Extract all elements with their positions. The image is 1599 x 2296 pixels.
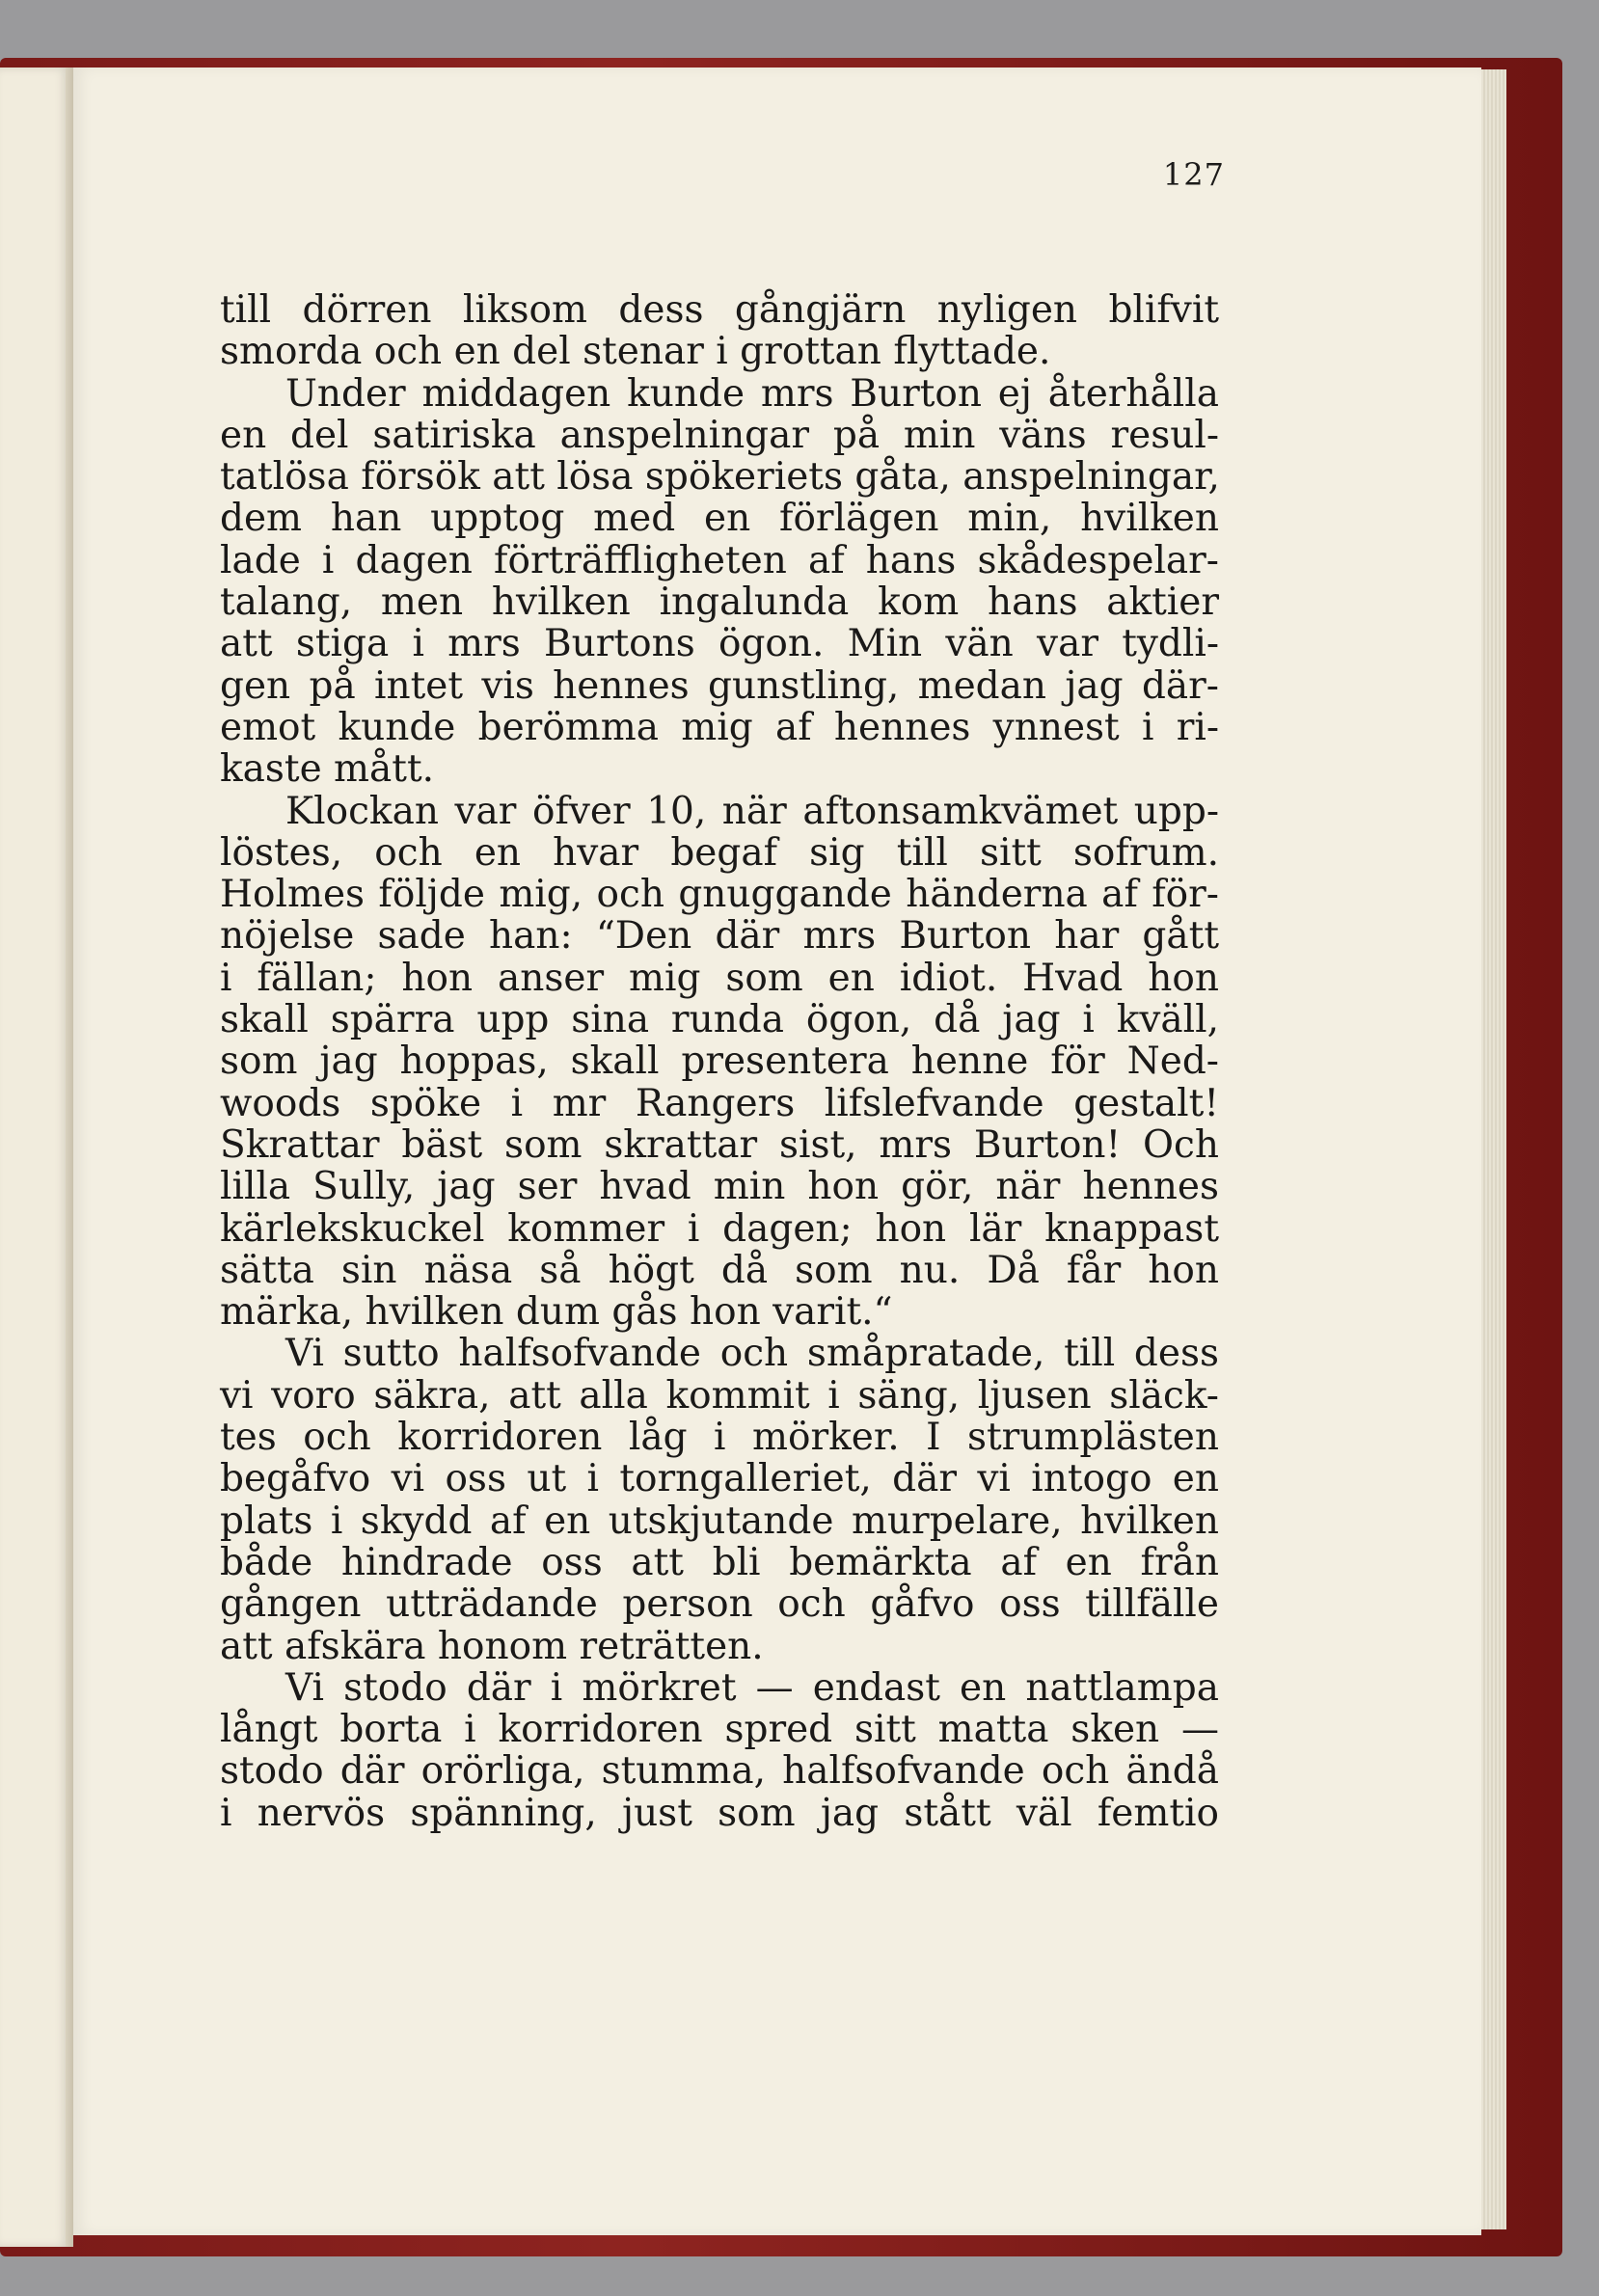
text-line: i fällan; hon anser mig som en idiot. Hvad hon	[220, 956, 1219, 1000]
text-line: Under middagen kunde mrs Burton ej återhålla	[285, 371, 1219, 416]
text-line: lilla Sully, jag ser hvad min hon gör, när hennes	[220, 1165, 1219, 1209]
text-line: gången utträdande person och gåfvo oss tillfälle	[220, 1582, 1219, 1627]
text-line: Skrattar bäst som skrattar sist, mrs Burton! Och	[220, 1122, 1219, 1167]
text-line: tatlösa försök att lösa spökeriets gåta, anspelningar,	[220, 455, 1220, 500]
text-line: stodo där orörliga, stumma, halfsofvande och ändå	[220, 1749, 1219, 1794]
text-line: smorda och en del stenar i grottan flyttade.	[220, 330, 1051, 374]
text-line: emot kunde berömma mig af hennes ynnest i ri-	[220, 705, 1219, 749]
text-line: kärlekskuckel kommer i dagen; hon lär knappast	[220, 1206, 1219, 1251]
text-line: löstes, och en hvar begaf sig till sitt sofrum.	[220, 830, 1219, 875]
text-line: sätta sin näsa så högt då som nu. Då får hon	[220, 1248, 1219, 1292]
text-line: tes och korridoren låg i mörker. I strumplästen	[220, 1416, 1219, 1460]
text-line: som jag hoppas, skall presentera henne för Ned-	[220, 1040, 1219, 1084]
text-line: både hindrade oss att bli bemärkta af en från	[220, 1540, 1219, 1584]
text-line: till dörren liksom dess gångjärn nyligen blifvit	[220, 288, 1219, 332]
text-line: woods spöke i mr Rangers lifslefvande gestalt!	[220, 1081, 1219, 1125]
page-edges	[1477, 69, 1506, 2229]
text-line: Klockan var öfver 10, när aftonsamkvämet upp-	[285, 789, 1219, 833]
text-line: Vi sutto halfsofvande och småpratade, till dess	[285, 1332, 1219, 1376]
text-line: dem han upptog med en förlägen min, hvilken	[220, 497, 1219, 541]
text-line: gen på intet vis hennes gunstling, medan jag där-	[220, 663, 1219, 708]
text-line: en del satiriska anspelningar på min väns resul-	[220, 413, 1219, 457]
text-line: att afskära honom reträtten.	[220, 1624, 764, 1668]
text-line: kaste mått.	[220, 747, 435, 792]
text-line: talang, men hvilken ingalunda kom hans aktier	[220, 581, 1219, 625]
body-text	[220, 289, 1219, 1834]
book-gutter	[66, 68, 73, 2247]
text-line: nöjelse sade han: “Den där mrs Burton har gått	[220, 914, 1219, 959]
text-line: skall spärra upp sina runda ögon, då jag i kväll,	[220, 998, 1219, 1042]
text-line: Vi stodo där i mörkret — endast en nattlampa	[285, 1665, 1219, 1710]
text-line: begåfvo vi oss ut i torngalleriet, där vi intogo en	[220, 1457, 1219, 1501]
text-line: Holmes följde mig, och gnuggande händerna af för-	[220, 873, 1219, 917]
text-line: märka, hvilken dum gås hon varit.“	[220, 1290, 893, 1335]
text-line: lade i dagen förträffligheten af hans skådespelar-	[220, 538, 1219, 582]
left-page-edge	[0, 68, 69, 2247]
text-line: att stiga i mrs Burtons ögon. Min vän var tydli-	[220, 622, 1219, 666]
text-line: i nervös spänning, just som jag stått väl femtio	[220, 1791, 1219, 1835]
text-line: långt borta i korridoren spred sitt matta sken —	[220, 1708, 1219, 1752]
page-number: 127	[1162, 156, 1225, 193]
text-line: vi voro säkra, att alla kommit i säng, ljusen släck-	[220, 1373, 1219, 1418]
text-line: plats i skydd af en utskjutande murpelare, hvilken	[220, 1499, 1219, 1543]
